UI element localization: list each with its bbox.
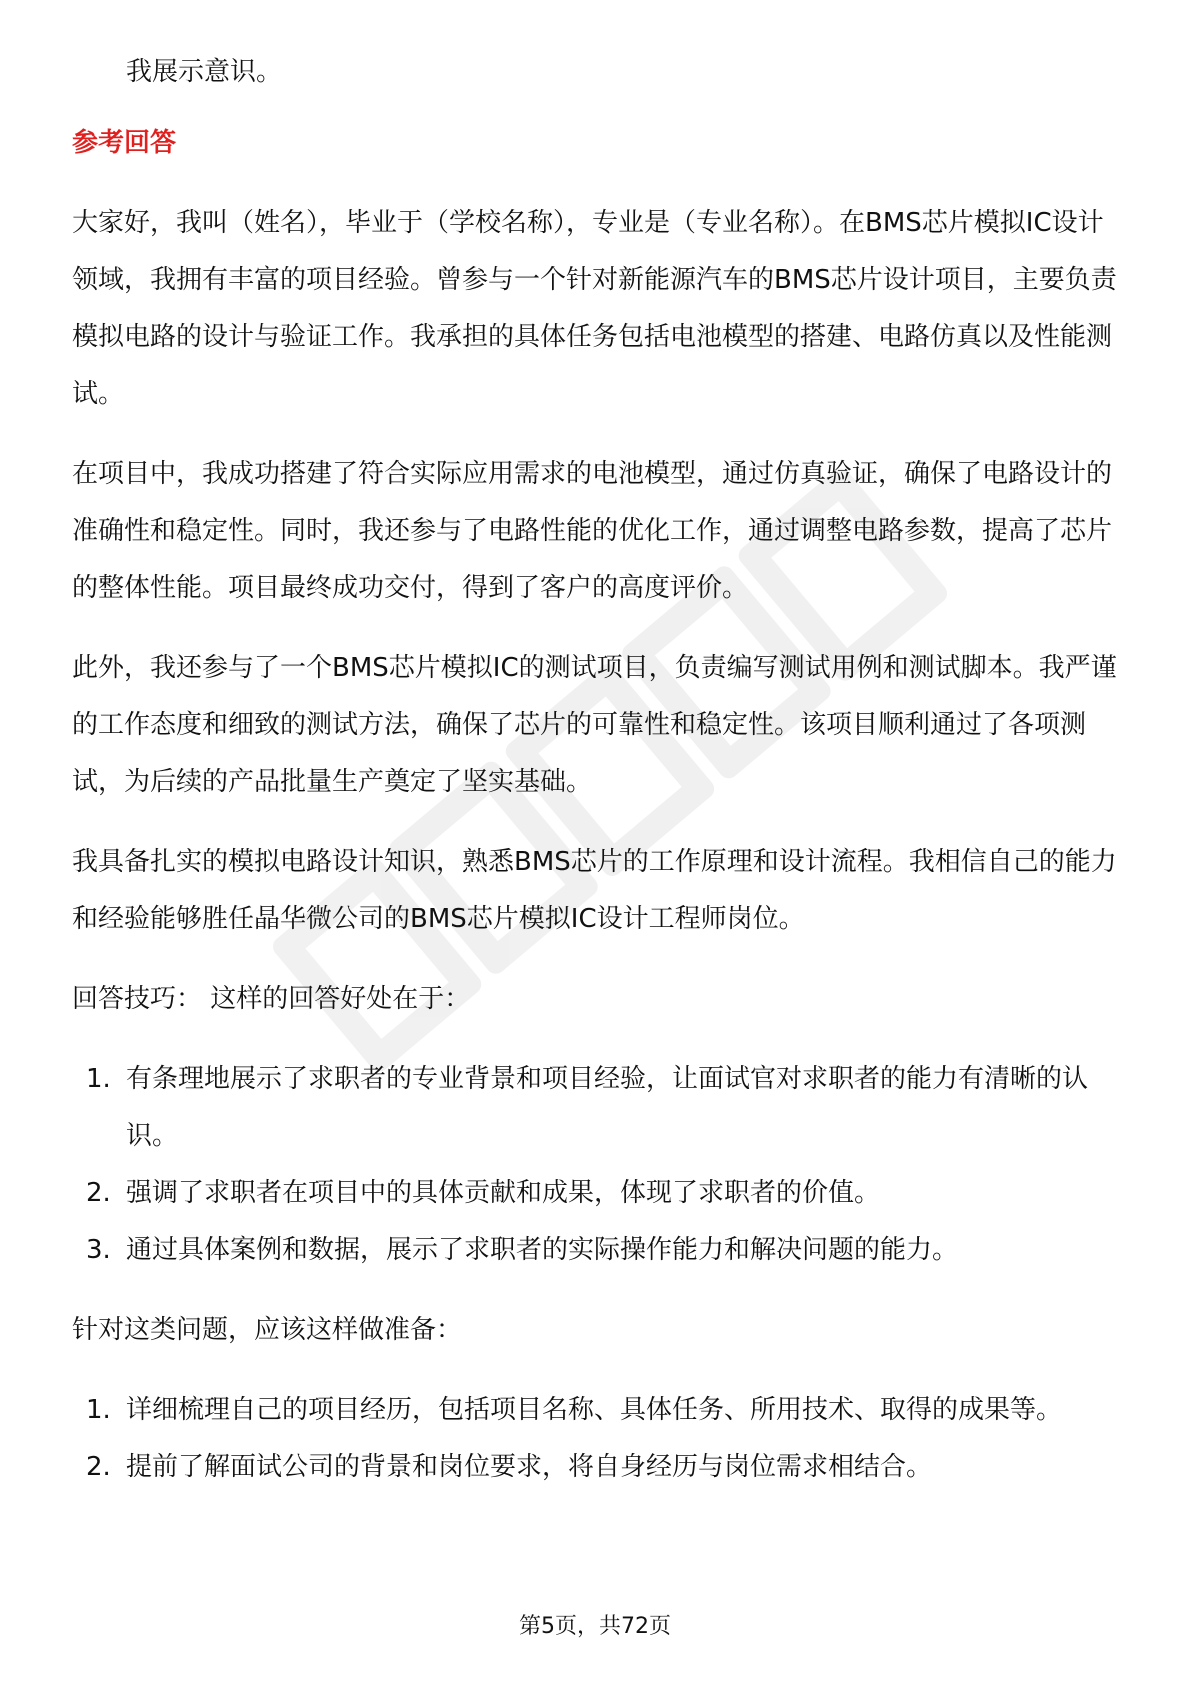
list-item bbox=[72, 1382, 1118, 1439]
list-item bbox=[72, 1439, 1118, 1496]
list-number: 2. bbox=[86, 1452, 111, 1482]
answer-paragraph: 我具备扎实的模拟电路设计知识，熟悉BMS芯片的工作原理和设计流程。我相信自己的能力和经验能够胜任晶华微公司的BMS芯片模拟IC设计工程师岗位。 bbox=[72, 847, 1117, 934]
tips-intro: 回答技巧： 这样的回答好处在于： bbox=[72, 984, 471, 1014]
section-heading: 参考回答 bbox=[72, 128, 177, 158]
prep-intro: 针对这类问题，应该这样做准备： bbox=[72, 1315, 463, 1345]
page-footer: 第5页，共72页 bbox=[519, 1614, 671, 1639]
list-item bbox=[72, 1051, 1118, 1165]
list-item bbox=[72, 1165, 1118, 1222]
list-number: 1. bbox=[86, 1064, 111, 1094]
list-item-text: 强调了求职者在项目中的具体贡献和成果，体现了求职者的价值。 bbox=[126, 1178, 881, 1208]
list-number: 1. bbox=[86, 1395, 111, 1425]
answer-paragraph: 大家好，我叫（姓名），毕业于（学校名称），专业是（专业名称）。在BMS芯片模拟IC设计领域，我拥有丰富的项目经验。曾参与一个针对新能源汽车的BMS芯片设计项目，主要负责模拟电路的设计与验证工作。我承担的具体任务包括电池模型的搭建、电路仿真以及性能测试。 bbox=[72, 208, 1117, 409]
list-item-text: 有条理地展示了求职者的专业背景和项目经验，让面试官对求职者的能力有清晰的认识。 bbox=[126, 1064, 1089, 1151]
list-number: 3. bbox=[86, 1235, 111, 1265]
answer-paragraph: 在项目中，我成功搭建了符合实际应用需求的电池模型，通过仿真验证，确保了电路设计的准确性和稳定性。同时，我还参与了电路性能的优化工作，通过调整电路参数，提高了芯片的整体性能。项目最终成功交付，得到了客户的高度评价。 bbox=[72, 459, 1113, 603]
list-item-text: 详细梳理自己的项目经历，包括项目名称、具体任务、所用技术、取得的成果等。 bbox=[126, 1395, 1063, 1425]
answer-paragraph: 此外，我还参与了一个BMS芯片模拟IC的测试项目，负责编写测试用例和测试脚本。我严谨的工作态度和细致的测试方法，确保了芯片的可靠性和稳定性。该项目顺利通过了各项测试，为后续的产品批量生产奠定了坚实基础。 bbox=[72, 653, 1117, 797]
list-item-text: 提前了解面试公司的背景和岗位要求，将自身经历与岗位需求相结合。 bbox=[126, 1452, 933, 1482]
prep-list bbox=[72, 1382, 1118, 1496]
list-item bbox=[72, 1222, 1118, 1279]
page-content bbox=[72, 44, 1118, 1496]
list-item-text: 通过具体案例和数据，展示了求职者的实际操作能力和解决问题的能力。 bbox=[126, 1235, 959, 1265]
intro-tail-line: 我展示意识。 bbox=[126, 57, 283, 87]
tips-list bbox=[72, 1051, 1118, 1279]
list-number: 2. bbox=[86, 1178, 111, 1208]
